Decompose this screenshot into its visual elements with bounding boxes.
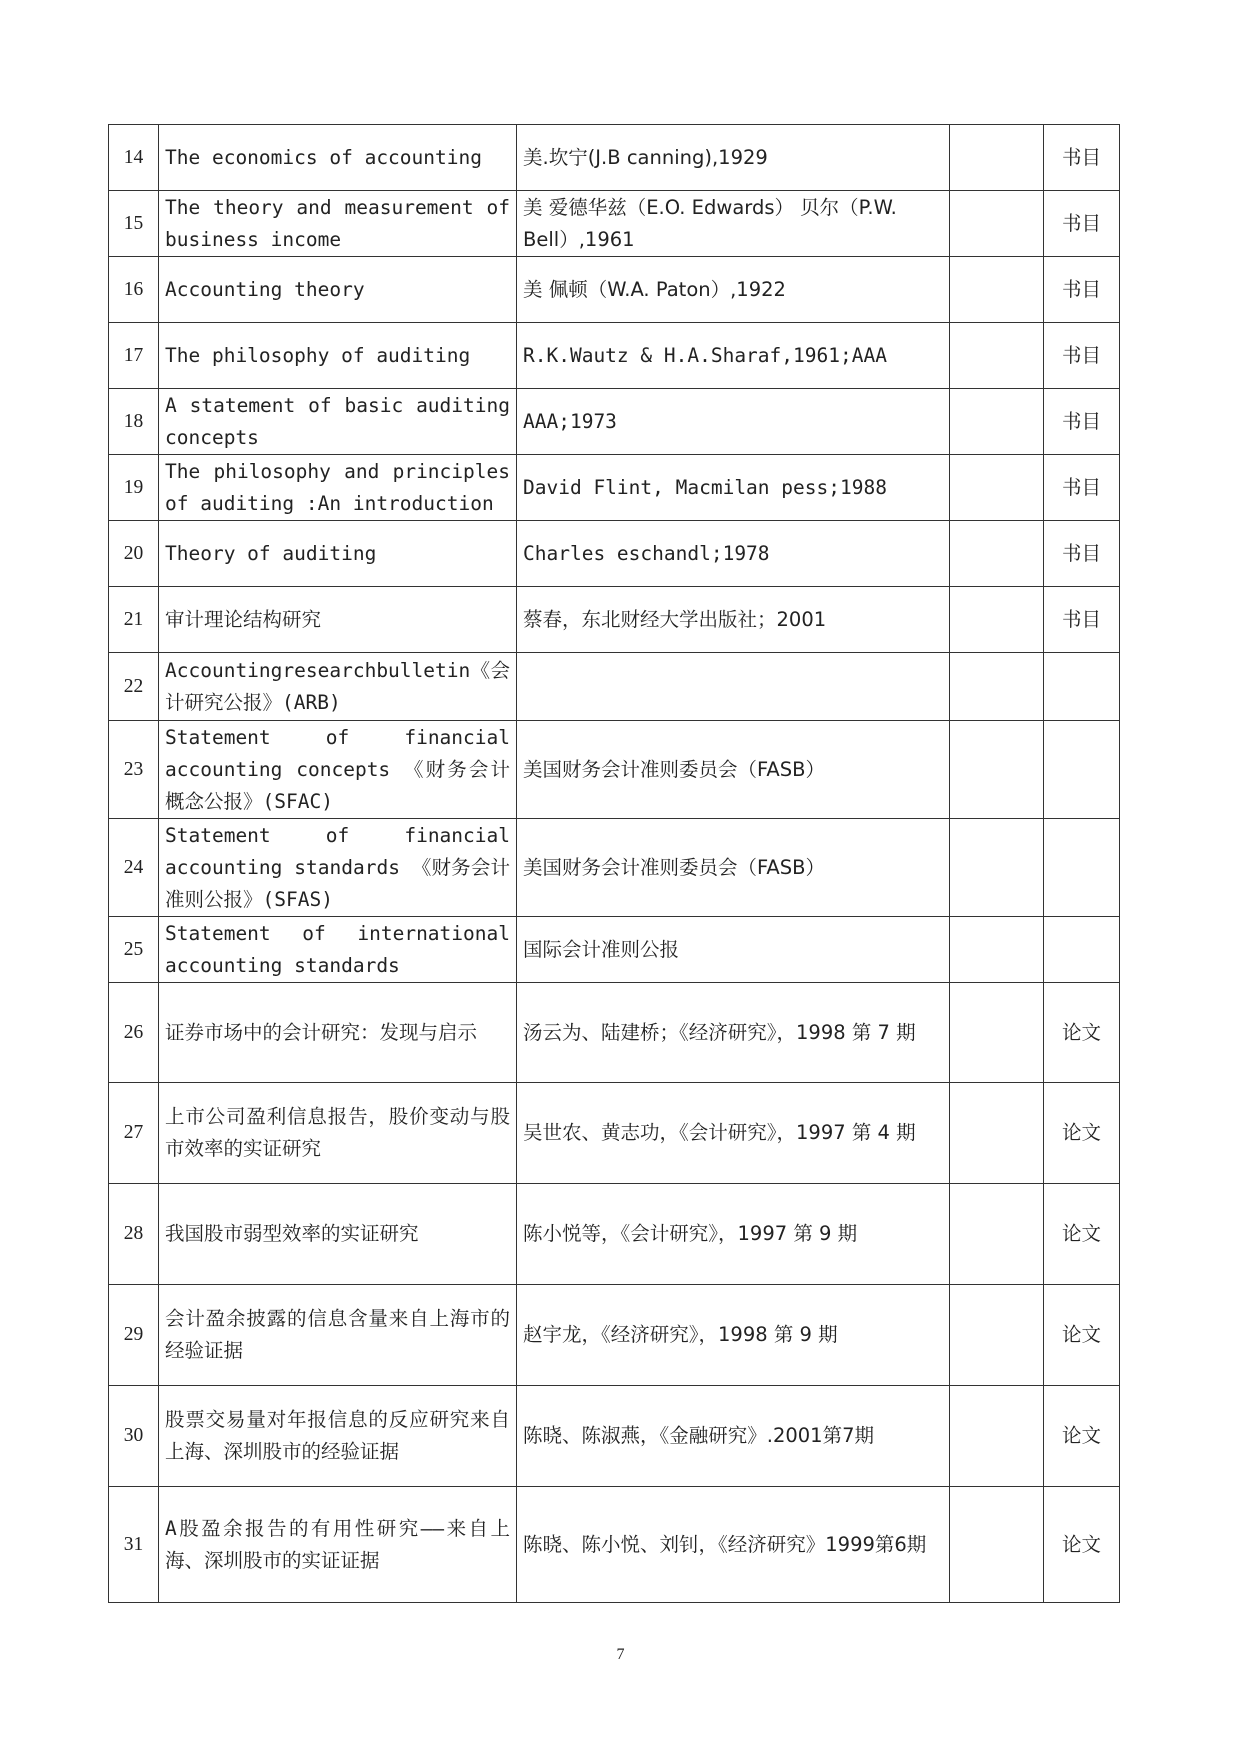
table-row (109, 257, 1120, 323)
row-note (950, 257, 1044, 323)
row-source: 赵宇龙，《经济研究》，1998 第 9 期 (517, 1285, 950, 1386)
row-type (1044, 917, 1120, 983)
row-note (950, 917, 1044, 983)
row-type: 书目 (1044, 191, 1120, 257)
row-source: 美国财务会计准则委员会（FASB） (517, 721, 950, 819)
row-note (950, 191, 1044, 257)
row-type (1044, 721, 1120, 819)
row-source: 陈小悦等，《会计研究》，1997 第 9 期 (517, 1184, 950, 1285)
row-note (950, 653, 1044, 721)
row-number: 30 (109, 1386, 159, 1487)
reference-table (108, 124, 1120, 1603)
row-source: Charles eschandl;1978 (517, 521, 950, 587)
row-title: A股盈余报告的有用性研究——来自上海、深圳股市的实证证据 (159, 1487, 517, 1603)
row-number: 19 (109, 455, 159, 521)
row-title: 上市公司盈利信息报告，股价变动与股市效率的实证研究 (159, 1083, 517, 1184)
table-row (109, 917, 1120, 983)
row-number: 26 (109, 983, 159, 1083)
row-number: 14 (109, 125, 159, 191)
table-row (109, 125, 1120, 191)
row-number: 28 (109, 1184, 159, 1285)
row-type: 书目 (1044, 323, 1120, 389)
table-row (109, 1184, 1120, 1285)
row-type: 论文 (1044, 1285, 1120, 1386)
row-number: 21 (109, 587, 159, 653)
table-row (109, 1285, 1120, 1386)
row-note (950, 389, 1044, 455)
row-note (950, 819, 1044, 917)
row-title: 审计理论结构研究 (159, 587, 517, 653)
row-source: 美 佩顿（W.A. Paton）,1922 (517, 257, 950, 323)
row-source (517, 653, 950, 721)
row-source: 美 爱德华兹（E.O. Edwards） 贝尔（P.W. Bell）,1961 (517, 191, 950, 257)
row-note (950, 455, 1044, 521)
row-source: 美.坎宁(J.B canning),1929 (517, 125, 950, 191)
row-number: 29 (109, 1285, 159, 1386)
reference-table-body (109, 125, 1120, 1603)
row-note (950, 1487, 1044, 1603)
row-source: 吴世农、黄志功，《会计研究》，1997 第 4 期 (517, 1083, 950, 1184)
row-type: 论文 (1044, 1487, 1120, 1603)
table-row (109, 1083, 1120, 1184)
row-note (950, 1083, 1044, 1184)
row-source: 陈晓、陈淑燕，《金融研究》.2001第7期 (517, 1386, 950, 1487)
row-note (950, 587, 1044, 653)
row-note (950, 1285, 1044, 1386)
row-type: 书目 (1044, 521, 1120, 587)
row-type: 书目 (1044, 587, 1120, 653)
table-row (109, 983, 1120, 1083)
row-number: 27 (109, 1083, 159, 1184)
row-title: Statement of financial accounting concepts 《财务会计概念公报》(SFAC) (159, 721, 517, 819)
table-row (109, 1487, 1120, 1603)
row-type: 书目 (1044, 257, 1120, 323)
row-title: 证券市场中的会计研究：发现与启示 (159, 983, 517, 1083)
row-number: 24 (109, 819, 159, 917)
row-title: Statement of financial accounting standards 《财务会计准则公报》(SFAS) (159, 819, 517, 917)
row-number: 15 (109, 191, 159, 257)
row-title: Statement of international accounting standards (159, 917, 517, 983)
row-note (950, 521, 1044, 587)
row-number: 22 (109, 653, 159, 721)
table-row (109, 191, 1120, 257)
row-number: 17 (109, 323, 159, 389)
table-row (109, 721, 1120, 819)
row-source: R.K.Wautz & H.A.Sharaf,1961;AAA (517, 323, 950, 389)
row-title: 我国股市弱型效率的实证研究 (159, 1184, 517, 1285)
row-source: 蔡春，东北财经大学出版社；2001 (517, 587, 950, 653)
row-note (950, 983, 1044, 1083)
row-note (950, 1386, 1044, 1487)
row-source: 汤云为、陆建桥；《经济研究》，1998 第 7 期 (517, 983, 950, 1083)
row-title: The theory and measurement of business income (159, 191, 517, 257)
table-row (109, 1386, 1120, 1487)
row-number: 31 (109, 1487, 159, 1603)
row-source: AAA;1973 (517, 389, 950, 455)
table-row (109, 587, 1120, 653)
row-type: 论文 (1044, 983, 1120, 1083)
row-source: 美国财务会计准则委员会（FASB） (517, 819, 950, 917)
row-title: Accountingresearchbulletin《会计研究公报》(ARB) (159, 653, 517, 721)
table-row (109, 819, 1120, 917)
table-row (109, 455, 1120, 521)
row-source: 陈晓、陈小悦、刘钊，《经济研究》1999第6期 (517, 1487, 950, 1603)
row-type: 书目 (1044, 125, 1120, 191)
row-number: 25 (109, 917, 159, 983)
row-note (950, 323, 1044, 389)
row-type (1044, 653, 1120, 721)
row-type (1044, 819, 1120, 917)
row-number: 16 (109, 257, 159, 323)
page-number: 7 (616, 1646, 625, 1663)
row-type: 论文 (1044, 1083, 1120, 1184)
row-title: Accounting theory (159, 257, 517, 323)
row-number: 18 (109, 389, 159, 455)
row-type: 论文 (1044, 1184, 1120, 1285)
row-type: 论文 (1044, 1386, 1120, 1487)
table-row (109, 521, 1120, 587)
row-title: The economics of accounting (159, 125, 517, 191)
row-note (950, 721, 1044, 819)
row-title: The philosophy and principles of auditing :An introduction (159, 455, 517, 521)
row-title: 股票交易量对年报信息的反应研究来自上海、深圳股市的经验证据 (159, 1386, 517, 1487)
table-row (109, 389, 1120, 455)
row-note (950, 125, 1044, 191)
row-source: 国际会计准则公报 (517, 917, 950, 983)
row-note (950, 1184, 1044, 1285)
row-number: 23 (109, 721, 159, 819)
row-number: 20 (109, 521, 159, 587)
row-title: The philosophy of auditing (159, 323, 517, 389)
row-source: David Flint, Macmilan pess;1988 (517, 455, 950, 521)
row-type: 书目 (1044, 389, 1120, 455)
table-row (109, 653, 1120, 721)
table-row (109, 323, 1120, 389)
row-title: 会计盈余披露的信息含量来自上海市的经验证据 (159, 1285, 517, 1386)
row-title: A statement of basic auditing concepts (159, 389, 517, 455)
row-type: 书目 (1044, 455, 1120, 521)
row-title: Theory of auditing (159, 521, 517, 587)
